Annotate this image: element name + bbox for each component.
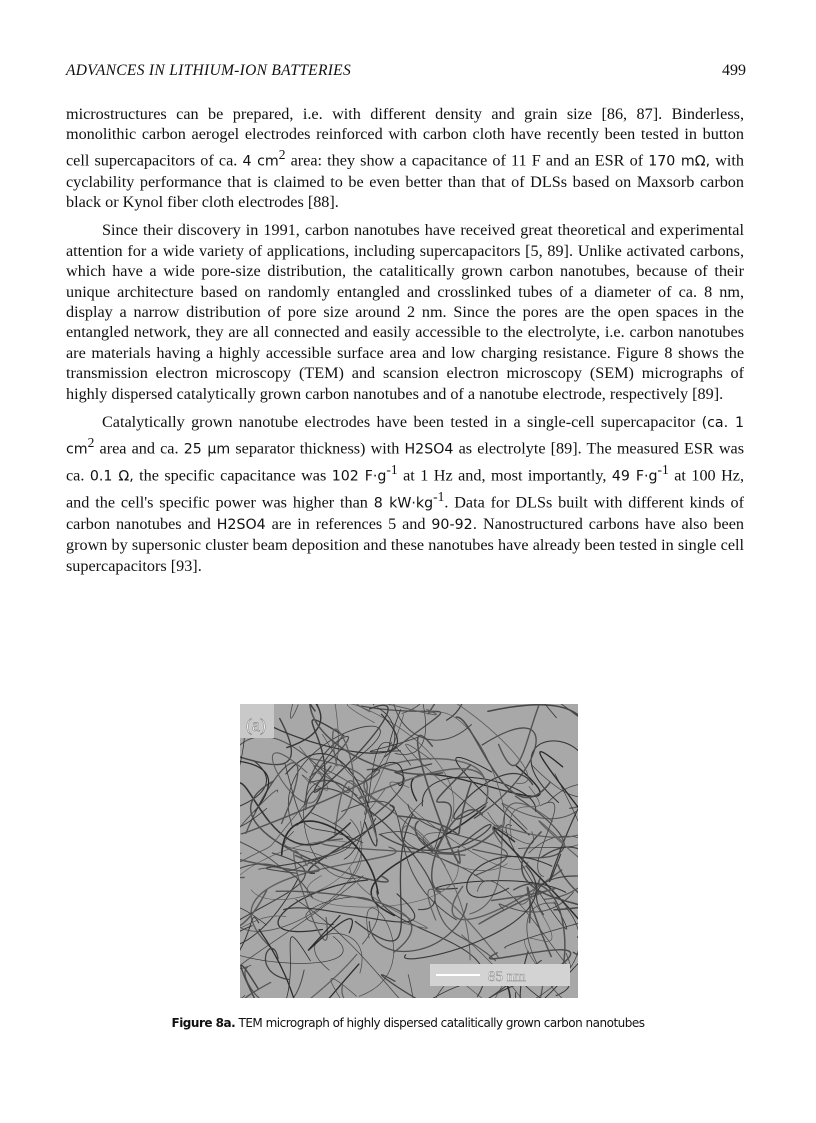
panel-label: (a) [246, 715, 266, 735]
caption-text: TEM micrograph of highly dispersed catalitically grown carbon nanotubes [235, 1016, 645, 1030]
paragraph-2: Since their discovery in 1991, carbon nanotubes have received great theoretical and experimental attention for a wide variety of applications, including supercapacitors [5, 89]. Unlike activated carbons, which have a wide pore-size distribution, the catalitically grown carbon nanotubes, because of their unique architecture based on randomly entangled and crosslinked tubes of a diameter of ca. 8 nm, display a narrow distribution of pore size around 2 nm. Since the pores are the open spaces in the entangled network, they are all connected and easily accessible to the electrolyte, i.e. carbon nanotubes are materials having a highly accessible surface area and low charging resistance. Figure 8 shows the transmission electron microscopy (TEM) and scansion electron microscopy (SEM) micrographs of highly dispersed catalytically grown carbon nanotubes and of a nanotube electrode, respectively [89]. [66, 221, 744, 403]
paragraph-1: microstructures can be prepared, i.e. with different density and grain size [86, 87]. Binderless, monolithic carbon aerogel electrodes reinforced with carbon cloth have recently been tested in button cell supercapacitors of ca. 4 $cm^2$ area: they show a capacitance of 11 F and an ESR of 170 mΩ, with cyclability performance that is claimed to be even better than that of DLSs based on Maxsorb carbon black or Kynol fiber cloth electrodes [88]. [66, 105, 745, 212]
running-title: ADVANCES IN LITHIUM-ION BATTERIES [66, 62, 352, 79]
page-number: 499 [722, 62, 746, 79]
body-text [66, 104, 744, 584]
tem-micrograph [240, 704, 578, 998]
area-value: 4 cm [242, 153, 279, 170]
running-header [66, 62, 746, 86]
nanotube-image [240, 704, 578, 998]
caption-label: Figure 8a. [171, 1016, 236, 1030]
scale-bar-label: 85 nm [488, 969, 526, 985]
esr-value: 170 mΩ, [648, 153, 711, 170]
figure-caption [0, 1016, 816, 1030]
paragraph-3: Catalytically grown nanotube electrodes have been tested in a single-cell supercapacitor (ca. 1 $cm^2$ area and ca. 25 μm separator thickness) with H2SO4 as electrolyte [89]. The measured ESR was ca. 0.1 Ω, the specific capacitance was 102 $F\cdot g^{-1}$ at 1 Hz and, most importantly, 49 $F\cdot g^{-1}$ at 100 Hz, and the cell's specific power was higher than 8 $kW\cdot kg^{-1}$. Data for DLSs built with different kinds of carbon nanotubes and H2SO4 are in references 5 and 90-92. Nanostructured carbons have also been grown by supersonic cluster beam deposition and these nanotubes have already been tested in single cell supercapacitors [93]. [66, 413, 745, 575]
